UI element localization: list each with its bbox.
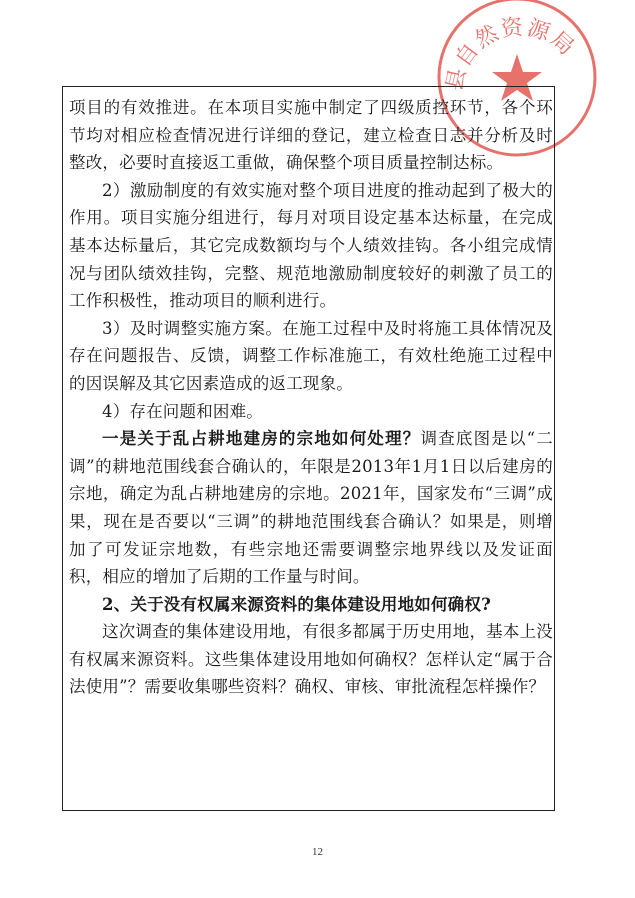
paragraph-p4 [69,398,553,426]
body-text: 2）激励制度的有效实施对整个项目进度的推动起到了极大的作用。项目实施分组进行，每月对项目设定基本达标量，在完成基本达标量后，其它完成数额均与个人绩效挂钩。各小组完成情况与团队绩效挂钩，完整、规范地激励制度较好的刺激了员工的工作积极性，推动项目的顺利进行。 [69,180,553,311]
body-text: 项目的有效推进。在本项目实施中制定了四级质控环节，各个环节均对相应检查情况进行详细的登记，建立检查日志并分析及时整改，必要时直接返工重做，确保整个项目质量控制达标。 [69,98,553,173]
page-number: 12 [312,846,323,858]
document-body [69,94,553,701]
paragraph-p6 [69,591,553,619]
paragraph-p7 [69,618,553,701]
seal-text: 县自然资源局 [442,14,580,94]
paragraph-p1 [69,94,553,177]
body-text: 4）存在问题和困难。 [102,401,263,421]
body-text: 这次调查的集体建设用地，有很多都属于历史用地，基本上没有权属来源资料。这些集体建设用地如何确权？怎样认定“属于合法使用”？需要收集哪些资料？确权、审核、审批流程怎样操作？ [69,622,553,697]
body-text: 3）及时调整实施方案。在施工过程中及时将施工具体情况及存在问题报告、反馈，调整工作标准施工，有效杜绝施工过程中的因误解及其它因素造成的返工现象。 [69,318,553,393]
bold-heading-text: 一是关于乱占耕地建房的宗地如何处理？ [102,429,421,449]
paragraph-p5 [69,425,553,591]
body-text: 调查底图是以“二调”的耕地范围线套合确认的，年限是2013年1月1日以后建房的宗地，确定为乱占耕地建房的宗地。2021年，国家发布“三调”成果，现在是否要以“三调”的耕地范围线套合确认？如果是，则增加了可发证宗地数，有些宗地还需要调整宗地界线以及发证面积，相应的增加了后期的工作量与时间。 [69,429,553,587]
paragraph-p2 [69,177,553,315]
bold-heading-text: 2、关于没有权属来源资料的集体建设用地如何确权? [102,594,491,614]
paragraph-p3 [69,315,553,398]
